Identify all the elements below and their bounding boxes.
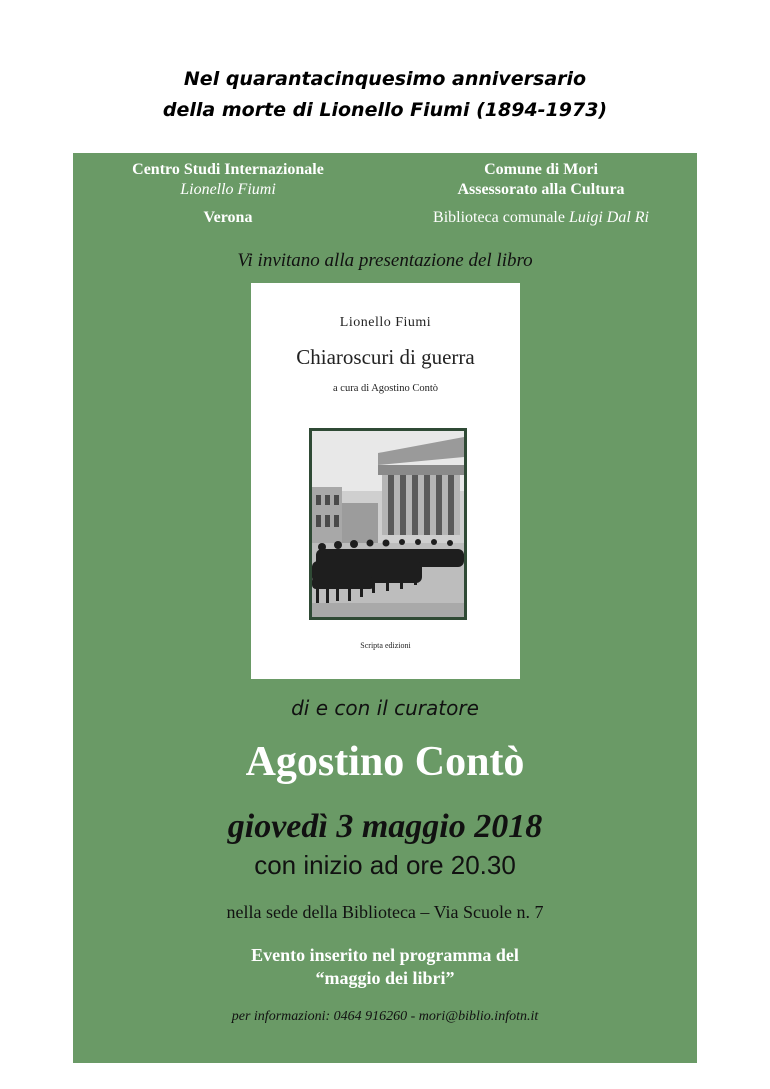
header-line-2: della morte di Lionello Fiumi (1894-1973) <box>162 99 608 121</box>
organizer-left-subtitle: Lionello Fiumi <box>180 181 276 198</box>
event-note-line-1: Evento inserito nel programma del <box>251 945 519 965</box>
event-venue: nella sede della Biblioteca – Via Scuole n. 7 <box>226 902 544 922</box>
green-panel <box>73 153 697 1063</box>
header <box>0 64 770 126</box>
info-label: per informazioni: <box>231 1009 331 1024</box>
invitation-text: Vi invitano alla presentazione del libro <box>237 250 533 271</box>
event-program-note <box>73 944 697 990</box>
header-line-1: Nel quarantacinquesimo anniversario <box>183 68 587 90</box>
organizer-left-name: Centro Studi Internazionale <box>132 161 324 178</box>
event-date: giovedì 3 maggio 2018 <box>227 808 543 845</box>
contact-info <box>73 1009 697 1025</box>
book-author: Lionello Fiumi <box>339 315 432 330</box>
library-prefix: Biblioteca comunale <box>433 209 565 226</box>
info-email: - mori@biblio.infotn.it <box>410 1009 539 1024</box>
organizer-left <box>97 160 359 228</box>
book-cover <box>251 283 520 679</box>
library-name: Luigi Dal Ri <box>568 209 649 226</box>
event-note-line-2: “maggio dei libri” <box>315 968 455 988</box>
book-title: Chiaroscuri di guerra <box>296 345 475 369</box>
organizer-right-department: Assessorato alla Cultura <box>457 181 625 198</box>
book-publisher: Scripta edizioni <box>360 641 411 650</box>
organizer-right-library <box>391 208 691 228</box>
organizer-left-city: Verona <box>203 209 253 226</box>
cover-photo <box>309 428 467 620</box>
organizer-right-name: Comune di Mori <box>484 161 598 178</box>
speaker-name: Agostino Contò <box>245 739 525 785</box>
with-curator-text: di e con il curatore <box>291 696 479 720</box>
book-editor: a cura di Agostino Contò <box>333 383 438 394</box>
cavalry-parade-photo <box>312 431 464 617</box>
organizer-right <box>391 160 691 228</box>
info-phone: 0464 916260 <box>333 1009 408 1024</box>
event-time: con inizio ad ore 20.30 <box>254 850 516 880</box>
